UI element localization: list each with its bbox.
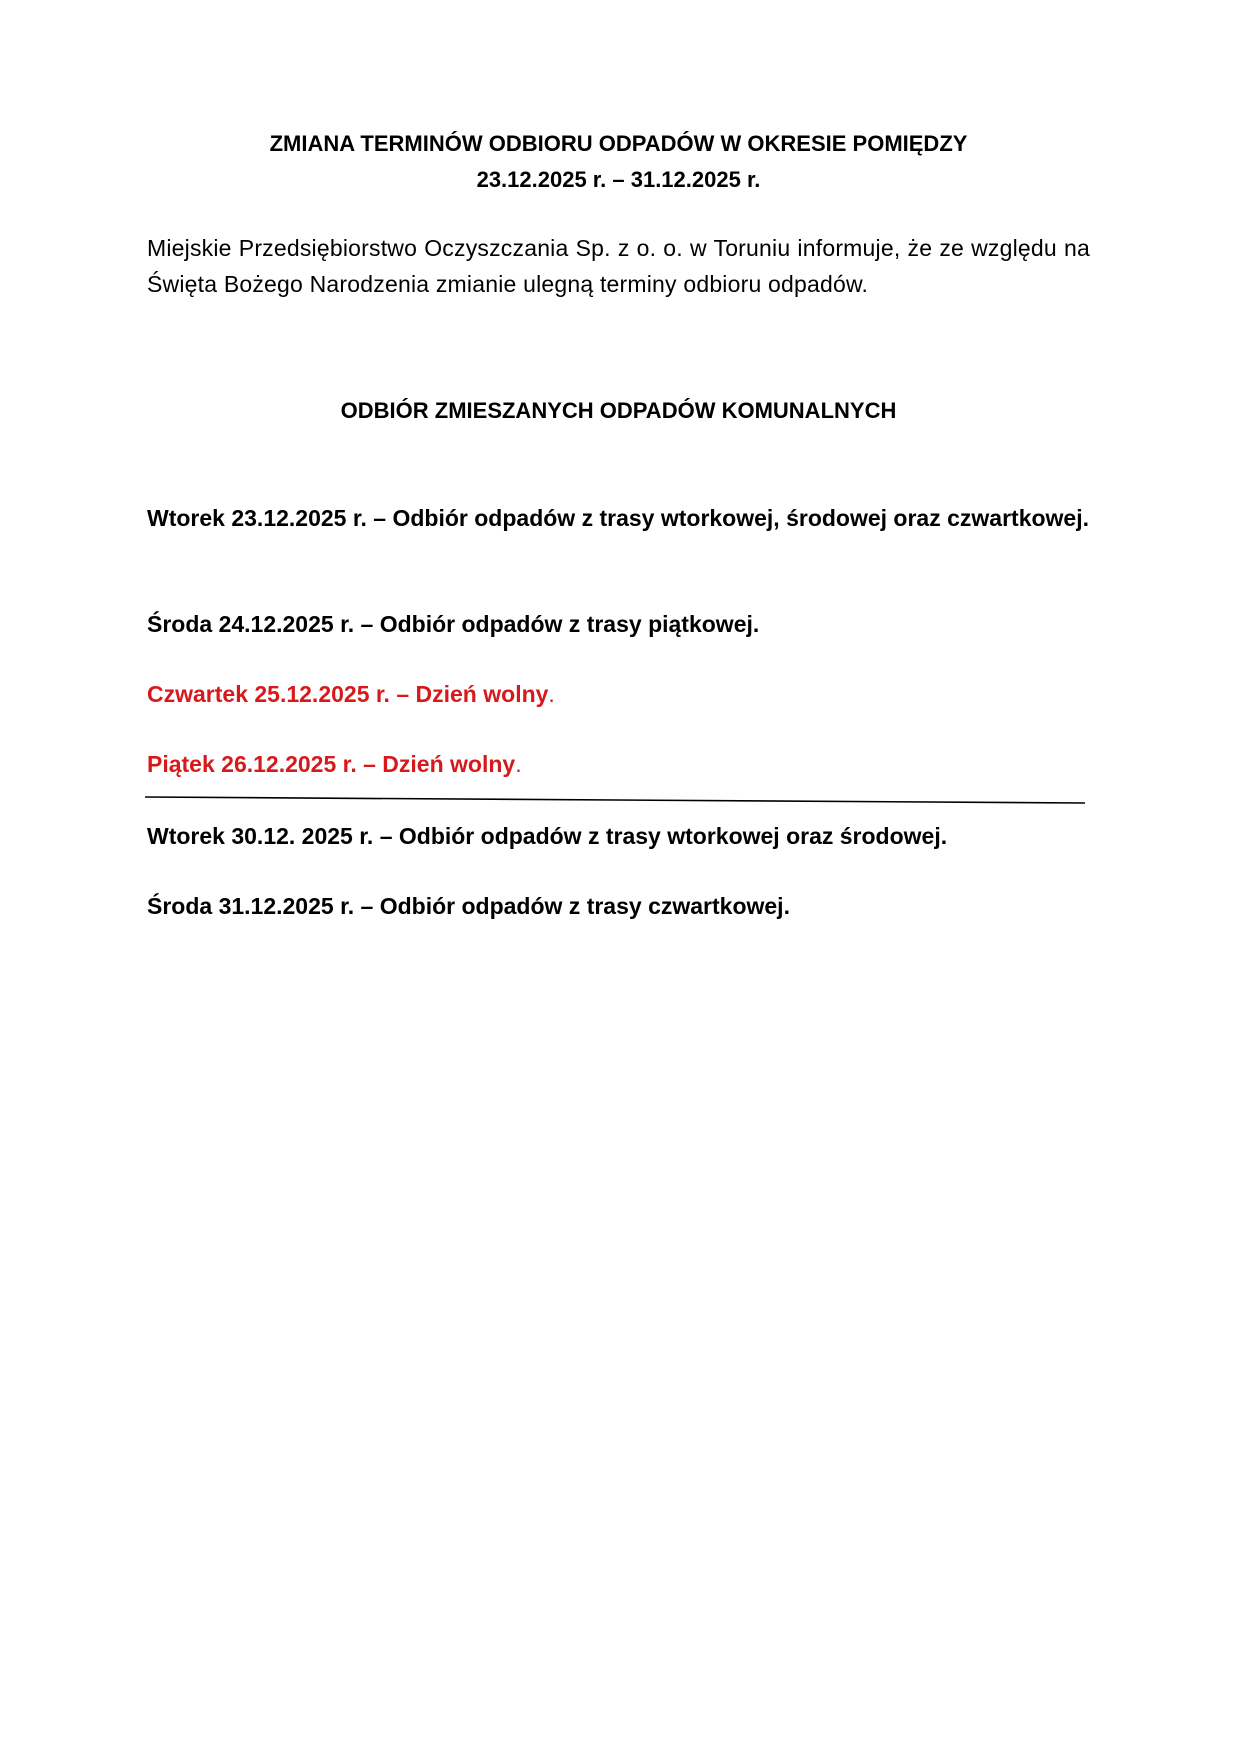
intro-paragraph: Miejskie Przedsiębiorstwo Oczyszczania Sp. z o. o. w Toruniu informuje, że ze względu na Święta Bożego Narodzenia zmianie ulegną terminy odbioru odpadów. — [147, 235, 1090, 297]
schedule-entry-text: Piątek 26.12.2025 r. – Dzień wolny — [147, 751, 516, 777]
schedule-entry-2 — [147, 606, 1090, 642]
section-divider-line — [145, 795, 1085, 807]
schedule-entry-5 — [147, 818, 1090, 854]
schedule-entry-text: Czwartek 25.12.2025 r. – Dzień wolny — [147, 681, 549, 707]
schedule-entry-text: Środa 31.12.2025 r. – Odbiór odpadów z trasy czwartkowej. — [147, 893, 790, 919]
schedule-entry-4-holiday — [147, 746, 1090, 782]
schedule-entry-text: Wtorek 30.12. 2025 r. – Odbiór odpadów z trasy wtorkowej oraz środowej. — [147, 823, 948, 849]
schedule-entry-3-holiday — [147, 676, 1090, 712]
schedule-entry-text: Wtorek 23.12.2025 r. – Odbiór odpadów z trasy wtorkowej, środowej oraz czwartkowej. — [147, 505, 1090, 531]
schedule-entry-suffix: . — [548, 681, 555, 707]
schedule-entry-suffix: . — [515, 751, 522, 777]
schedule-entry-6 — [147, 888, 1090, 924]
schedule-entry-text: Środa 24.12.2025 r. – Odbiór odpadów z trasy piątkowej. — [147, 611, 760, 637]
schedule-entry-1 — [147, 500, 1090, 536]
document-title-line-1: ZMIANA TERMINÓW ODBIORU ODPADÓW W OKRESIE POMIĘDZY — [269, 131, 968, 156]
document-title-line-2: 23.12.2025 r. – 31.12.2025 r. — [476, 167, 761, 192]
section-heading: ODBIÓR ZMIESZANYCH ODPADÓW KOMUNALNYCH — [340, 398, 897, 423]
